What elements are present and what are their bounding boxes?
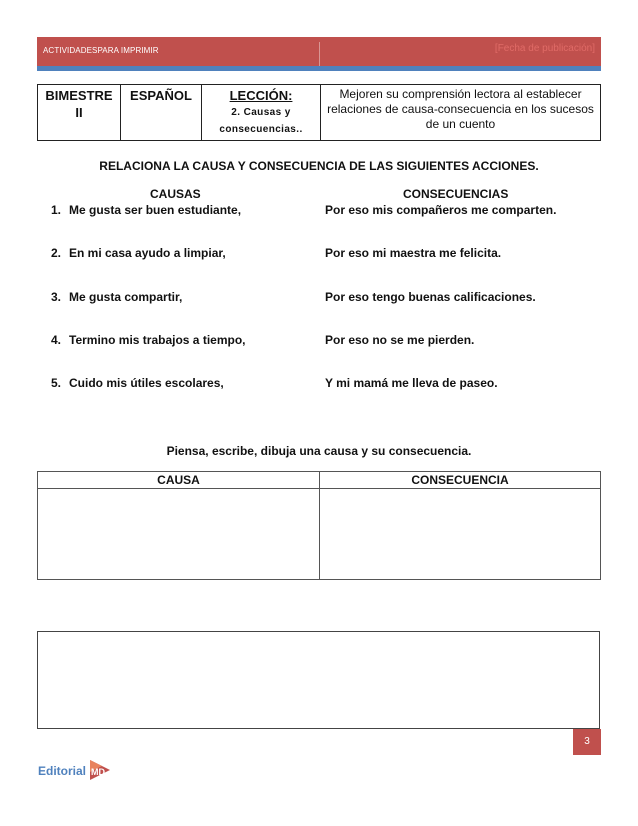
lesson-cell bbox=[202, 85, 321, 141]
cause-consequence-table bbox=[37, 471, 601, 580]
consequence-column-header: CONSECUENCIA bbox=[320, 472, 601, 489]
page-number: 3 bbox=[573, 729, 601, 755]
consequence-item: Por eso mis compañeros me comparten. bbox=[325, 203, 557, 217]
lesson-title-line1: 2. Causas y bbox=[231, 107, 291, 118]
header-bar bbox=[37, 37, 601, 66]
activity-instruction: RELACIONA LA CAUSA Y CONSECUENCIA DE LAS SIGUIENTES ACCIONES. bbox=[99, 159, 539, 173]
objective-text: Mejoren su comprensión lectora al establecer relaciones de causa-consecuencia en los sucesos de un cuento bbox=[327, 87, 594, 131]
header-title: ACTIVIDADESPARA IMPRIMIR bbox=[43, 46, 159, 55]
objective-cell bbox=[321, 85, 601, 141]
cause-item: 4. Termino mis trabajos a tiempo, bbox=[51, 333, 246, 347]
cause-answer-cell[interactable] bbox=[38, 489, 320, 580]
cause-column-header: CAUSA bbox=[38, 472, 320, 489]
svg-text:MD: MD bbox=[91, 767, 105, 777]
consequence-item: Por eso tengo buenas calificaciones. bbox=[325, 290, 536, 304]
cause-item: 2. En mi casa ayudo a limpiar, bbox=[51, 246, 226, 260]
consequences-header: CONSECUENCIAS bbox=[403, 187, 509, 201]
lesson-label: LECCIÓN: bbox=[229, 88, 293, 103]
lesson-info-table bbox=[37, 84, 601, 141]
draw-instruction: Piensa, escribe, dibuja una causa y su consecuencia. bbox=[166, 444, 472, 458]
consequence-item: Por eso no se me pierden. bbox=[325, 333, 475, 347]
lesson-title-line2: consecuencias.. bbox=[219, 124, 303, 135]
causes-header: CAUSAS bbox=[150, 187, 201, 201]
cause-item: 3. Me gusta compartir, bbox=[51, 290, 183, 304]
drawing-box[interactable] bbox=[37, 631, 600, 729]
consequence-item: Y mi mamá me lleva de paseo. bbox=[325, 376, 498, 390]
bimestre-number: II bbox=[75, 105, 83, 120]
consequence-answer-cell[interactable] bbox=[320, 489, 601, 580]
header-underline bbox=[37, 66, 601, 71]
logo-text: Editorial bbox=[38, 764, 87, 778]
publication-date-placeholder: [Fecha de publicación] bbox=[494, 43, 595, 54]
cause-item: 5. Cuido mis útiles escolares, bbox=[51, 376, 224, 390]
cause-item: 1. Me gusta ser buen estudiante, bbox=[51, 203, 242, 217]
subject-label: ESPAÑOL bbox=[130, 88, 192, 103]
subject-cell bbox=[121, 85, 202, 141]
consequence-item: Por eso mi maestra me felicita. bbox=[325, 246, 502, 260]
bimestre-label: BIMESTRE bbox=[45, 88, 113, 103]
md-logo-icon bbox=[88, 756, 112, 784]
bimestre-cell bbox=[38, 85, 121, 141]
